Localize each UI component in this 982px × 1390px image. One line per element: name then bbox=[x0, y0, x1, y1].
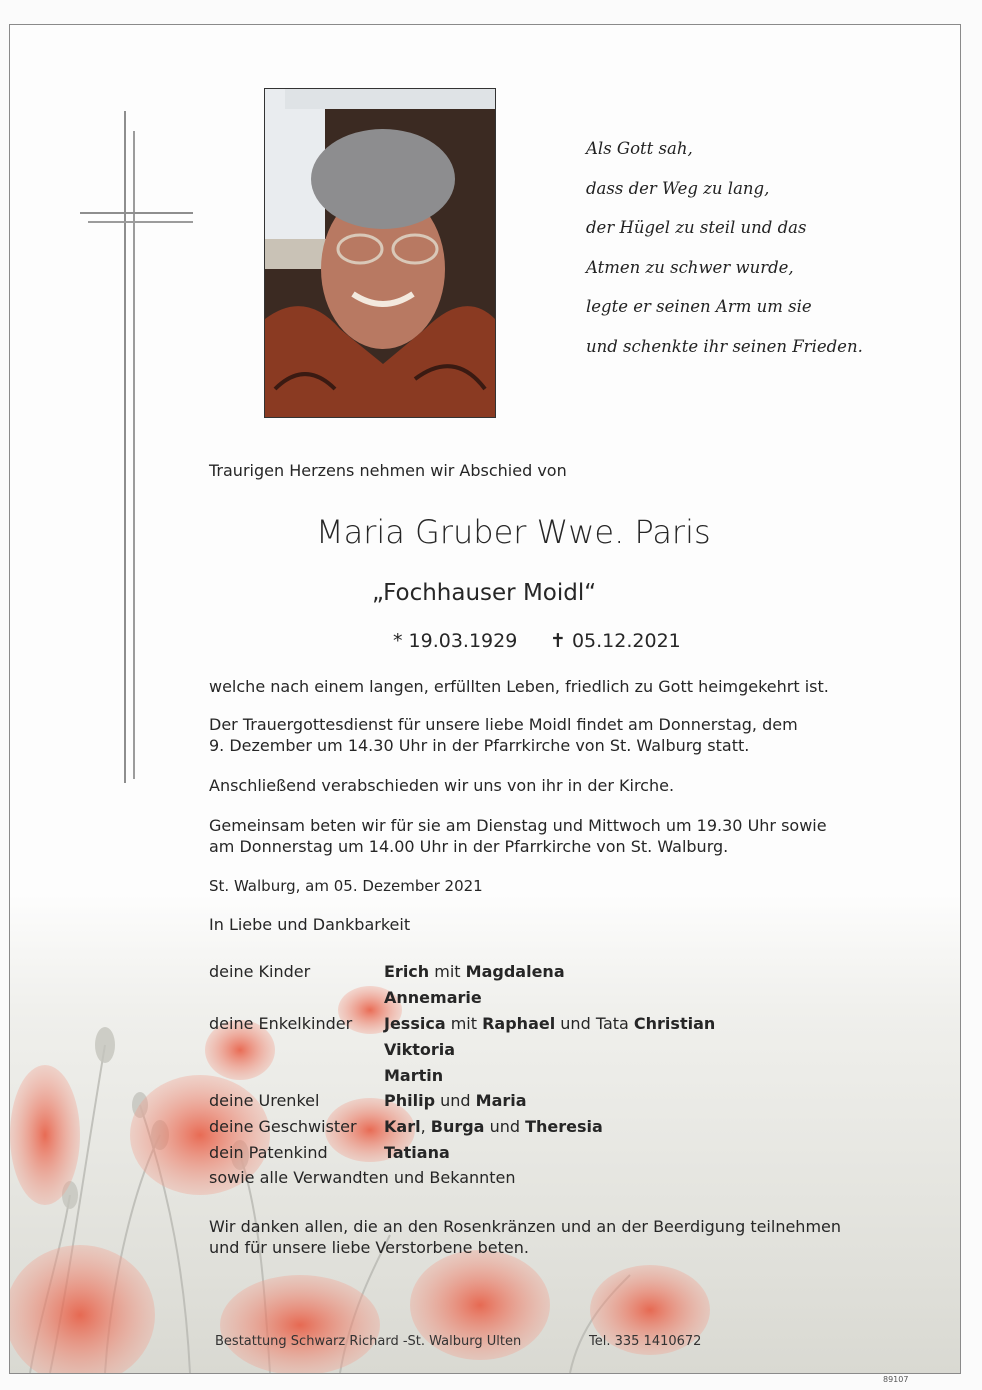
family-names-kinder: Erich mit Magdalena bbox=[384, 962, 565, 981]
death-date: ✝ 05.12.2021 bbox=[550, 630, 681, 652]
paragraph-4-line-1: Gemeinsam beten wir für sie am Dienstag und Mittwoch um 19.30 Uhr sowie bbox=[209, 816, 827, 835]
portrait-photo bbox=[264, 88, 496, 418]
paragraph-4-line-2: am Donnerstag um 14.00 Uhr in der Pfarrkirche von St. Walburg. bbox=[209, 837, 729, 856]
family-rest: sowie alle Verwandten und Bekannten bbox=[209, 1168, 516, 1187]
paragraph-3: Anschließend verabschieden wir uns von ihr in der Kirche. bbox=[209, 776, 675, 795]
family-names-geschwister: Karl, Burga und Theresia bbox=[384, 1117, 603, 1136]
family-label-pate: dein Patenkind bbox=[209, 1143, 328, 1162]
verse-line: der Hügel zu steil und das bbox=[586, 218, 807, 238]
paragraph-1: welche nach einem langen, erfüllten Leben, friedlich zu Gott heimgekehrt ist. bbox=[209, 677, 829, 696]
place-date: St. Walburg, am 05. Dezember 2021 bbox=[209, 877, 483, 895]
family-label-geschwister: deine Geschwister bbox=[209, 1117, 357, 1136]
verse bbox=[586, 138, 863, 376]
verse-line: Atmen zu schwer wurde, bbox=[586, 257, 794, 277]
family-names-pate: Tatiana bbox=[384, 1143, 450, 1162]
thanks-line-1: Wir danken allen, die an den Rosenkränzen und an der Beerdigung teilnehmen bbox=[209, 1217, 842, 1236]
verse-line: legte er seinen Arm um sie bbox=[586, 297, 812, 317]
intro-text: Traurigen Herzens nehmen wir Abschied von bbox=[209, 461, 567, 480]
footer-undertaker: Bestattung Schwarz Richard -St. Walburg Ulten bbox=[215, 1334, 522, 1349]
birth-date: * 19.03.1929 bbox=[393, 630, 518, 652]
family-names-kinder-2: Annemarie bbox=[384, 988, 482, 1007]
family-label-kinder: deine Kinder bbox=[209, 962, 311, 981]
closing: In Liebe und Dankbarkeit bbox=[209, 915, 411, 934]
family-label-urenkel: deine Urenkel bbox=[209, 1091, 320, 1110]
paragraph-2-line-2: 9. Dezember um 14.30 Uhr in der Pfarrkirche von St. Walburg statt. bbox=[209, 736, 750, 755]
family-names-enkel-2: Viktoria bbox=[384, 1040, 456, 1059]
family-names-enkel: Jessica mit Raphael und Tata Christian bbox=[384, 1014, 716, 1033]
print-code: 89107 bbox=[883, 1375, 909, 1384]
footer-phone: Tel. 335 1410672 bbox=[589, 1334, 702, 1349]
deceased-name: Maria Gruber Wwe. Paris bbox=[316, 513, 711, 551]
family-names-urenkel: Philip und Maria bbox=[384, 1091, 527, 1110]
family-label-enkel: deine Enkelkinder bbox=[209, 1014, 353, 1033]
verse-line: dass der Weg zu lang, bbox=[586, 178, 770, 198]
verse-line: Als Gott sah, bbox=[586, 139, 693, 158]
verse-line: und schenkte ihr seinen Frieden. bbox=[586, 336, 863, 356]
nickname: „Fochhauser Moidl“ bbox=[372, 580, 597, 606]
paragraph-2-line-1: Der Trauergottesdienst für unsere liebe Moidl findet am Donnerstag, dem bbox=[209, 715, 798, 734]
thanks-line-2: und für unsere liebe Verstorbene beten. bbox=[209, 1238, 529, 1257]
family-names-enkel-3: Martin bbox=[384, 1066, 444, 1085]
